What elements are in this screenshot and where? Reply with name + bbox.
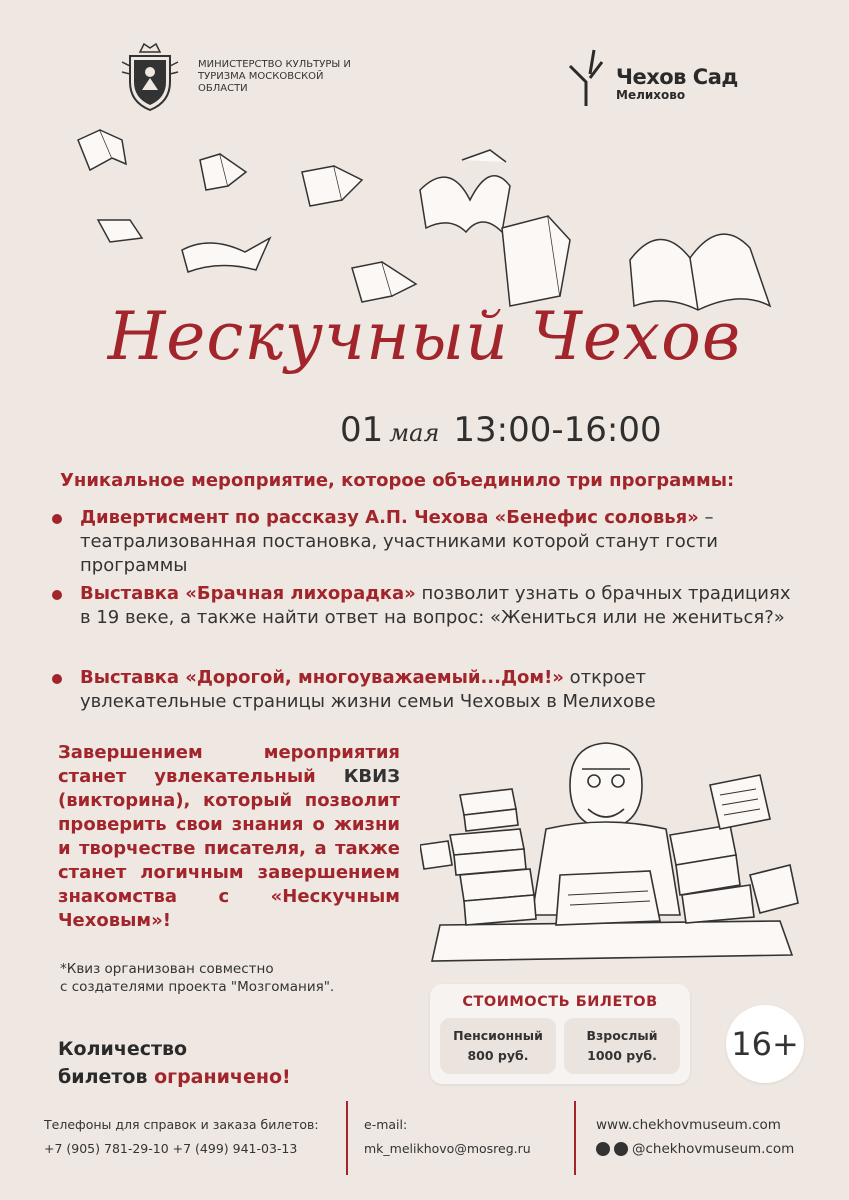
coat-of-arms-icon	[118, 42, 182, 112]
program-text: откроет увлекательные страницы жизни семьи Чеховых в Мелихове	[80, 667, 656, 712]
program-highlight: Выставка «Дорогой, многоуважаемый...Дом!»	[80, 667, 564, 688]
social-handle[interactable]: @chekhovmuseum.com	[632, 1141, 795, 1157]
flying-books-illustration	[70, 120, 790, 320]
bullet-icon	[52, 674, 62, 684]
tickets-limited	[58, 1035, 291, 1091]
tickets-line-2: билетов	[58, 1066, 155, 1088]
footer-email	[364, 1113, 531, 1161]
event-title: Нескучный Чехов	[107, 298, 742, 375]
event-time: 13:00-16:00	[453, 410, 662, 450]
ticket-prices	[430, 984, 690, 1084]
price-value: 800 руб.	[467, 1048, 529, 1063]
intro-text: Уникальное мероприятие, которое объединило три программы:	[60, 470, 735, 491]
ministry-text: МИНИСТЕРСТВО КУЛЬТУРЫ И ТУРИЗМА МОСКОВСКОЙ ОБЛАСТИ	[198, 59, 351, 94]
program-text: – театрализованная постановка, участниками которой станут гости программы	[80, 507, 718, 576]
tickets-limited-word: ограничено!	[154, 1066, 291, 1088]
footer-divider	[574, 1101, 576, 1175]
quiz-text-1: Завершением мероприятия станет увлекательный	[58, 742, 400, 787]
note-line: с создателями проекта "Мозгомания".	[60, 979, 335, 995]
quiz-paragraph	[58, 741, 400, 933]
email-link[interactable]: mk_melikhovo@mosreg.ru	[364, 1141, 531, 1156]
prices-title: СТОИМОСТЬ БИЛЕТОВ	[462, 994, 658, 1010]
footer-web	[596, 1113, 794, 1161]
event-date-day: 01	[340, 410, 384, 450]
website-link[interactable]: www.chekhovmuseum.com	[596, 1117, 781, 1133]
footer-phones	[44, 1113, 319, 1161]
odnoklassniki-icon[interactable]	[614, 1142, 628, 1156]
museum-logo	[566, 44, 738, 108]
tickets-line-1: Количество	[58, 1038, 188, 1060]
social-row	[596, 1137, 794, 1161]
quiz-text-2: (викторина), который позволит проверить свои знания о жизни и творчестве писателя, а также станет логичным завершением знакомства с «Нескучным Чеховым»!	[58, 790, 400, 931]
program-highlight: Выставка «Брачная лихорадка»	[80, 583, 416, 604]
writer-at-desk-illustration	[420, 725, 800, 975]
museum-name: Чехов Сад	[616, 65, 738, 89]
phones-label: Телефоны для справок и заказа билетов:	[44, 1117, 319, 1132]
price-value: 1000 руб.	[587, 1048, 657, 1063]
program-item	[52, 506, 797, 578]
program-item	[52, 666, 797, 714]
age-rating-badge: 16+	[726, 1005, 804, 1083]
program-text: позволит узнать о брачных традициях в 19 веке, а также найти ответ на вопрос: «Жениться или не жениться?»	[80, 583, 791, 628]
email-label: e-mail:	[364, 1117, 408, 1132]
footer-divider	[346, 1101, 348, 1175]
event-date-month: мая	[389, 419, 440, 447]
quiz-note	[60, 960, 334, 996]
ministry-block	[118, 42, 358, 112]
event-datetime	[340, 410, 662, 450]
vk-icon[interactable]	[596, 1142, 610, 1156]
phone-numbers[interactable]: +7 (905) 781-29-10 +7 (499) 941-03-13	[44, 1141, 298, 1156]
quiz-word: КВИЗ	[343, 766, 400, 787]
museum-logo-icon	[566, 44, 608, 108]
note-line: *Квиз организован совместно	[60, 961, 274, 977]
museum-place: Мелихово	[616, 88, 686, 102]
price-label: Пенсионный	[453, 1028, 543, 1043]
bullet-icon	[52, 590, 62, 600]
price-label: Взрослый	[586, 1028, 658, 1043]
price-card-adult	[564, 1018, 680, 1074]
program-highlight: Дивертисмент по рассказу А.П. Чехова «Бенефис соловья»	[80, 507, 699, 528]
bullet-icon	[52, 514, 62, 524]
price-card-pensioner	[440, 1018, 556, 1074]
program-item	[52, 582, 797, 630]
